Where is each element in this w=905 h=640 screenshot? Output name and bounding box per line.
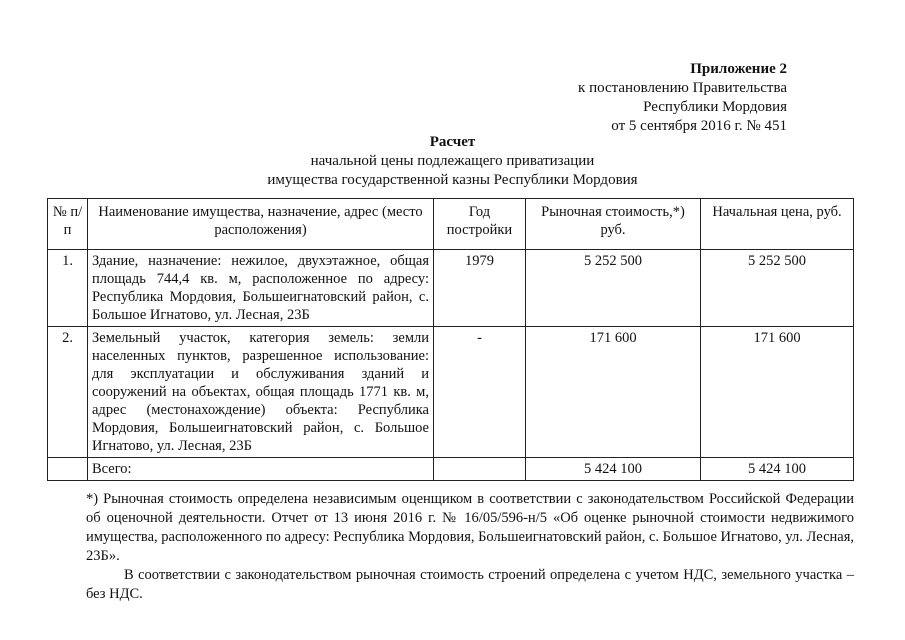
- calculation-table: [47, 198, 854, 481]
- footnote-vat: В соответствии с законодательством рыночная стоимость строений определена с учетом НДС, земельного участка – без НДС.: [86, 567, 854, 602]
- cell-year: -: [434, 327, 526, 458]
- document-title: [0, 133, 905, 190]
- footnote-appraisal: *) Рыночная стоимость определена независимым оценщиком в соответствии с законодательством Российской Федерации об оценочной деятельности. Отчет от 13 июня 2016 г. № 16/05/596-н/5 «Об оценке рыночной стоимости недвижимого имущества, расположенного по адресу: Республика Мордовия, Большеигнатовский район, с. Большое Игнатово, ул. Лесная, 23Б».: [86, 491, 854, 564]
- appendix-label: Приложение 2: [690, 61, 787, 77]
- appendix-header: [487, 60, 787, 136]
- appendix-line-date: от 5 сентября 2016 г. № 451: [611, 118, 787, 134]
- header-start-price: Начальная цена, руб.: [701, 199, 854, 250]
- header-year: Год постройки: [434, 199, 526, 250]
- cell-number: 1.: [48, 250, 88, 327]
- header-number: № п/п: [48, 199, 88, 250]
- cell-number: 2.: [48, 327, 88, 458]
- cell-market-value: 171 600: [526, 327, 701, 458]
- appendix-line-resolution: к постановлению Правительства: [578, 80, 787, 96]
- table-header-row: [48, 199, 854, 250]
- table-total-row: [48, 458, 854, 481]
- cell-empty: [434, 458, 526, 481]
- cell-start-price: 171 600: [701, 327, 854, 458]
- cell-name: Земельный участок, категория земель: земли населенных пунктов, разрешенное использование: для эксплуатации и обслуживания зданий и сооружений на объектах, общая площадь 1771 кв. м, адрес (местонахождение) объекта: Республика Мордовия, Большеигнатовский район, с. Большое Игнатово, ул. Лесная, 23Б: [88, 327, 434, 458]
- cell-year: 1979: [434, 250, 526, 327]
- appendix-line-government: Республики Мордовия: [643, 99, 787, 115]
- title-line-2: начальной цены подлежащего приватизации: [310, 153, 595, 169]
- header-name: Наименование имущества, назначение, адрес (место расположения): [88, 199, 434, 250]
- header-market-value: Рыночная стоимость,*) руб.: [526, 199, 701, 250]
- total-start-price: 5 424 100: [701, 458, 854, 481]
- table-row: [48, 327, 854, 458]
- cell-name: Здание, назначение: нежилое, двухэтажное, общая площадь 744,4 кв. м, расположенное по адресу: Республика Мордовия, Большеигнатовский район, с. Большое Игнатово, ул. Лесная, 23Б: [88, 250, 434, 327]
- cell-start-price: 5 252 500: [701, 250, 854, 327]
- cell-empty: [48, 458, 88, 481]
- title-main: Расчет: [429, 134, 476, 150]
- table-row: [48, 250, 854, 327]
- total-label: Всего:: [88, 458, 434, 481]
- total-market-value: 5 424 100: [526, 458, 701, 481]
- footnotes: [86, 490, 854, 604]
- title-line-3: имущества государственной казны Республики Мордовия: [267, 172, 638, 188]
- cell-market-value: 5 252 500: [526, 250, 701, 327]
